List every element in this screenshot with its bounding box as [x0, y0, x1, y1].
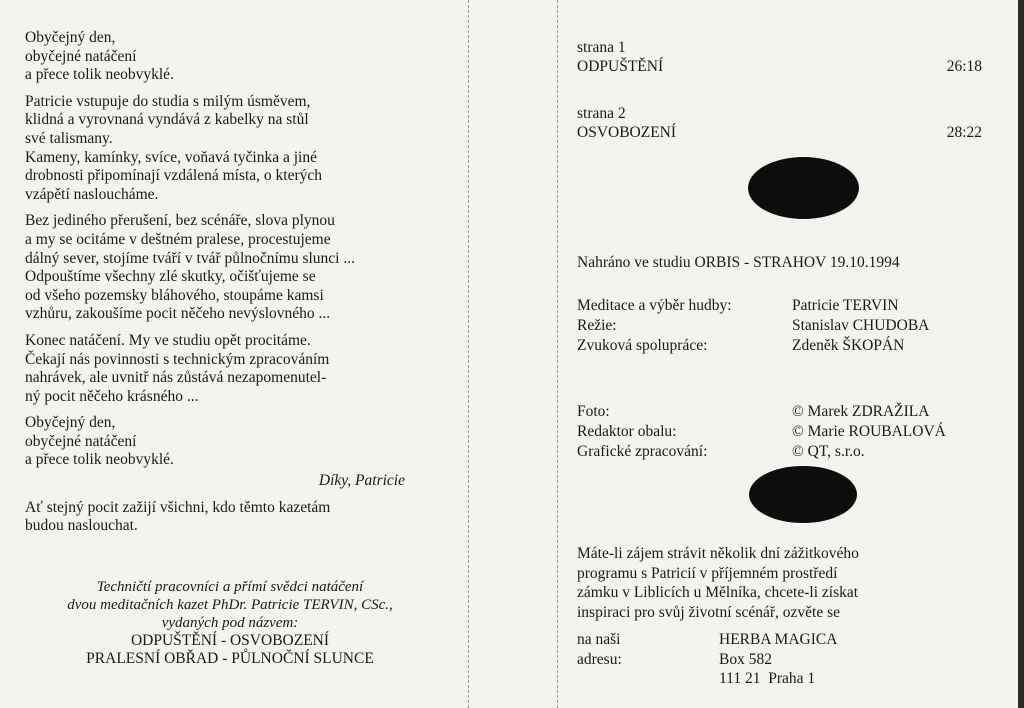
credits-block: [30, 578, 430, 668]
credit-row: [577, 422, 987, 442]
credit-name: © QT, s.r.o.: [792, 443, 865, 460]
redaction-blot-top: [748, 157, 859, 219]
track-side-label: strana 1: [577, 39, 626, 56]
address-city: 111 21 Praha 1: [719, 670, 816, 687]
credit-row: [577, 316, 987, 336]
credit-role: Zvuková spolupráce:: [577, 337, 708, 354]
credit-name: © Marie ROUBALOVÁ: [792, 423, 946, 440]
track-title: ODPUŠTĚNÍ: [577, 58, 664, 75]
cassette-titles-2: PRALESNÍ OBŘAD - PŮLNOČNÍ SLUNCE: [86, 650, 374, 667]
credit-row: [577, 402, 987, 422]
credit-name: Stanislav CHUDOBA: [792, 317, 930, 334]
address-lines: [719, 630, 837, 689]
track-title: OSVOBOZENÍ: [577, 124, 677, 141]
cassette-titles-1: ODPUŠTĚNÍ - OSVOBOZENÍ: [130, 632, 330, 649]
fold-line-left: [468, 0, 469, 708]
credit-row: [577, 296, 987, 316]
redaction-blot-bottom: [749, 466, 857, 523]
end-paragraph: Konec natáčení. My ve studiu opět procitáme. Čekají nás povinnosti s technickým zpracováním nahrávek, ale uvnitř nás zůstává nezapomenutel- ný pocit něčeho krásného ...: [25, 331, 330, 405]
left-panel: [25, 29, 445, 544]
address-label: na naši adresu:: [577, 631, 622, 668]
studio-paragraph: Patricie vstupuje do studia s milým úsměvem, klidná a vyrovnaná vyndává z kabelky na stůl své talismany. Kameny, kamínky, svíce, voňavá tyčinka a jiné drobnosti připomínají vzdálená místa, o kterých vzápětí nasloucháme.: [25, 92, 323, 203]
credit-role: Režie:: [577, 317, 617, 334]
credits-text: Techničtí pracovníci a přímí svědci natáčení dvou meditačních kazet PhDr. Patricie TERVIN, CSc., vydaných pod názvem:: [67, 579, 393, 631]
credit-role: Meditace a výběr hudby:: [577, 297, 732, 314]
staff-credits: [577, 296, 987, 356]
recording-info: Nahráno ve studiu ORBIS - STRAHOV 19.10.1994: [577, 254, 900, 271]
credit-row: [577, 442, 987, 462]
credit-role: Redaktor obalu:: [577, 423, 677, 440]
track-side-label: strana 2: [577, 105, 626, 122]
address-company: HERBA MAGICA: [719, 631, 838, 648]
outro-paragraph: Obyčejný den, obyčejné natáčení a přece tolik neobvyklé.: [25, 414, 174, 469]
credit-name: Patricie TERVIN: [792, 297, 899, 314]
track-side-1: [577, 38, 982, 76]
credit-role: Grafické zpracování:: [577, 443, 708, 460]
track-side-2: [577, 104, 982, 142]
thanks-signature: Díky, Patricie: [318, 472, 405, 490]
closing-paragraph: Ať stejný pocit zažijí všichni, kdo těmto kazetám budou naslouchat.: [25, 498, 331, 535]
intro-paragraph: Obyčejný den, obyčejné natáčení a přece tolik neobvyklé.: [25, 29, 174, 84]
journey-paragraph: Bez jediného přerušení, bez scénáře, slova plynou a my se ocitáme v deštném pralese, procestujeme dálný sever, stojíme tváří v tvář půlnočnímu slunci ... Odpouštíme všechny zlé skutky, očišťujeme se od všeho pozemsky bláhového, stoupáme kamsi vzhůru, zakoušíme pocit něčeho nevýslovného ...: [25, 212, 355, 323]
design-credits: [577, 402, 987, 462]
fold-line-right: [557, 0, 558, 708]
track-duration: 28:22: [946, 124, 982, 141]
address-box: Box 582: [719, 650, 772, 668]
track-duration: 26:18: [946, 58, 982, 75]
credit-name: Zdeněk ŠKOPÁN: [792, 337, 905, 354]
scan-edge: [1018, 0, 1024, 708]
credit-name: © Marek ZDRAŽILA: [792, 403, 930, 420]
credit-row: [577, 336, 987, 356]
credit-role: Foto:: [577, 403, 610, 420]
invitation-text: Máte-li zájem strávit několik dní zážitkového programu s Patricií v příjemném prostředí zámku v Liblicích u Mělníka, chcete-li získat inspiraci pro svůj životní scénář, ozvěte se: [577, 545, 859, 621]
